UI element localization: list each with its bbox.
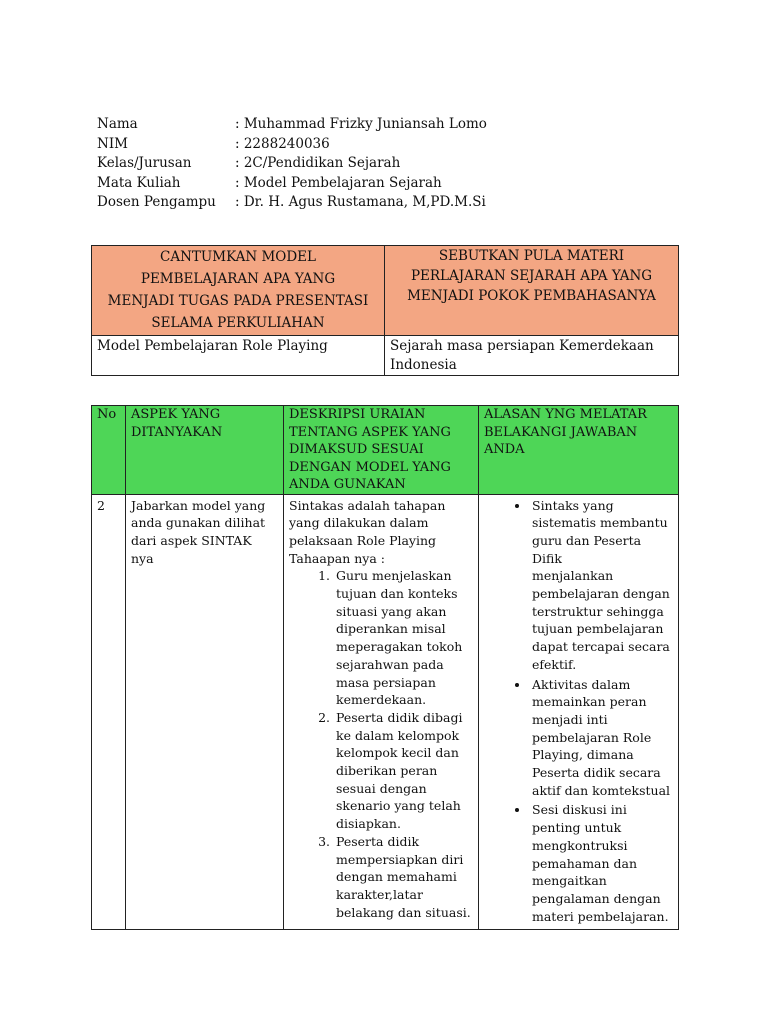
- answer-line: Indonesia: [390, 357, 457, 373]
- identity-row: [97, 193, 487, 213]
- identity-row: [97, 115, 487, 135]
- step-item: [334, 833, 473, 922]
- identity-label: NIM: [97, 135, 128, 152]
- intro-line: pelaksaan Role Playing: [289, 532, 437, 548]
- step-line: 2. Peserta didik dibagi: [336, 709, 463, 725]
- header-line: PERLAJARAN SEJARAH APA YANG: [410, 268, 653, 284]
- step-line: meperagakan tokoh: [336, 639, 463, 655]
- model-table: [91, 245, 679, 376]
- step-line: kemerdekaan.: [336, 692, 427, 708]
- step-item: [334, 709, 473, 833]
- answer-line: Model Pembelajaran Role Playing: [97, 338, 328, 354]
- reason-line: mengkontruksi: [532, 837, 628, 853]
- step-line: mempersiapkan diri: [336, 851, 464, 867]
- step-line: kelompok kecil dan: [336, 745, 459, 761]
- header-line: BELAKANGI JAWABAN: [484, 424, 638, 440]
- row-number: [92, 494, 126, 930]
- reason-item: [530, 497, 673, 674]
- step-line: dengan memahami: [336, 869, 457, 885]
- reason-line: mengaitkan: [532, 873, 607, 889]
- step-line: situasi yang akan: [336, 603, 447, 619]
- aspek-line: anda gunakan dilihat: [131, 515, 266, 531]
- header-deskripsi: [284, 406, 479, 495]
- step-line: 3. Peserta didik: [336, 833, 420, 849]
- header-line: MENJADI POKOK PEMBAHASANYA: [407, 288, 656, 304]
- model-answer: [92, 336, 385, 376]
- alasan-cell: [479, 494, 679, 930]
- reason-line: sistematis membantu: [532, 515, 668, 531]
- identity-value: : Muhammad Frizky Juniansah Lomo: [235, 116, 487, 132]
- step-line: diberikan peran: [336, 763, 438, 779]
- identity-label: Dosen Pengampu: [97, 194, 216, 210]
- header-line: DITANYAKAN: [131, 424, 223, 440]
- reason-line: efektif.: [532, 656, 577, 672]
- row-number-text: 2: [97, 497, 105, 513]
- student-identity: [97, 115, 487, 213]
- identity-label: Mata Kuliah: [97, 174, 181, 191]
- header-line: DIMAKSUD SESUAI: [289, 442, 424, 457]
- step-line: karakter,latar: [336, 886, 423, 902]
- reason-item: [530, 801, 673, 925]
- header-model-question: [92, 246, 385, 336]
- reason-line: • Sesi diskusi ini: [532, 802, 627, 818]
- reason-line: memainkan peran: [532, 694, 647, 710]
- identity-value: : Dr. H. Agus Rustamana, M,PD.M.Si: [235, 194, 486, 210]
- step-line: sejarahwan pada: [336, 656, 444, 672]
- reason-line: aktif dan komtekstual: [532, 782, 671, 798]
- header-line: DENGAN MODEL YANG: [289, 459, 451, 475]
- reason-line: tujuan pembelajaran: [532, 621, 664, 637]
- header-line: ANDA: [484, 442, 525, 457]
- reason-line: terstruktur sehingga: [532, 603, 664, 619]
- identity-value: : 2288240036: [235, 135, 330, 152]
- aspek-line: nya: [131, 550, 154, 566]
- header-line: No: [97, 407, 117, 422]
- steps-list: [289, 567, 473, 921]
- header-no: [92, 406, 126, 495]
- reason-line: pembelajaran Role: [532, 729, 652, 745]
- step-line: sesuai dengan: [336, 780, 427, 796]
- header-line: ALASAN YNG MELATAR: [484, 407, 647, 422]
- step-line: skenario yang telah: [336, 798, 461, 814]
- reason-line: pembelajaran dengan: [532, 586, 670, 602]
- deskripsi-cell: [284, 494, 479, 930]
- header-line: DESKRIPSI URAIAN: [289, 407, 426, 422]
- intro-line: Sintakas adalah tahapan: [289, 497, 446, 513]
- step-line: ke dalam kelompok: [336, 727, 460, 743]
- identity-value: : Model Pembelajaran Sejarah: [235, 174, 442, 191]
- reason-line: • Aktivitas dalam: [532, 676, 631, 692]
- intro-line: Tahaapan nya :: [289, 550, 386, 566]
- answer-line: Sejarah masa persiapan Kemerdekaan: [390, 338, 654, 354]
- header-line: CANTUMKAN MODEL: [159, 249, 317, 265]
- step-line: tujuan dan konteks: [336, 586, 458, 602]
- step-line: diperankan misal: [336, 621, 446, 637]
- reason-line: guru dan Peserta Difik: [532, 532, 642, 566]
- reason-line: pengalaman dengan: [532, 890, 661, 906]
- identity-row: [97, 174, 487, 194]
- step-line: 1. Guru menjelaskan: [336, 568, 452, 584]
- aspek-line: Jabarkan model yang: [131, 497, 266, 513]
- reason-line: Playing, dimana: [532, 747, 634, 763]
- step-item: [334, 567, 473, 709]
- aspek-line: dari aspek SINTAK: [131, 532, 252, 548]
- header-line: MENJADI TUGAS PADA PRESENTASI: [107, 293, 369, 309]
- aspek-cell: [126, 494, 284, 930]
- header-line: ASPEK YANG: [131, 407, 221, 422]
- intro-line: yang dilakukan dalam: [289, 515, 429, 531]
- header-line: TENTANG ASPEK YANG: [289, 424, 451, 440]
- reasons-list: [484, 497, 673, 926]
- materi-answer: [385, 336, 679, 376]
- identity-row: [97, 154, 487, 174]
- header-line: SEBUTKAN PULA MATERI: [438, 248, 625, 264]
- identity-label: Kelas/Jurusan: [97, 155, 192, 171]
- reason-line: menjalankan: [532, 568, 614, 584]
- identity-value: : 2C/Pendidikan Sejarah: [235, 155, 401, 171]
- sintak-table: [91, 405, 679, 930]
- header-aspek: [126, 406, 284, 495]
- reason-line: materi pembelajaran.: [532, 908, 669, 924]
- reason-line: Peserta didik secara: [532, 765, 661, 781]
- reason-line: pemahaman dan: [532, 855, 638, 871]
- header-line: ANDA GUNAKAN: [289, 477, 406, 492]
- step-line: masa persiapan: [336, 674, 436, 690]
- reason-line: dapat tercapai secara: [532, 639, 670, 655]
- header-alasan: [479, 406, 679, 495]
- identity-label: Nama: [97, 116, 138, 132]
- header-line: SELAMA PERKULIAHAN: [151, 315, 325, 331]
- header-line: PEMBELAJARAN APA YANG: [140, 271, 336, 287]
- step-line: disiapkan.: [336, 816, 401, 832]
- reason-line: penting untuk: [532, 820, 622, 836]
- reason-item: [530, 676, 673, 800]
- header-materi-question: [385, 246, 679, 336]
- step-line: belakang dan situasi.: [336, 904, 471, 920]
- reason-line: menjadi inti: [532, 711, 608, 727]
- reason-line: • Sintaks yang: [532, 497, 614, 513]
- identity-row: [97, 135, 487, 155]
